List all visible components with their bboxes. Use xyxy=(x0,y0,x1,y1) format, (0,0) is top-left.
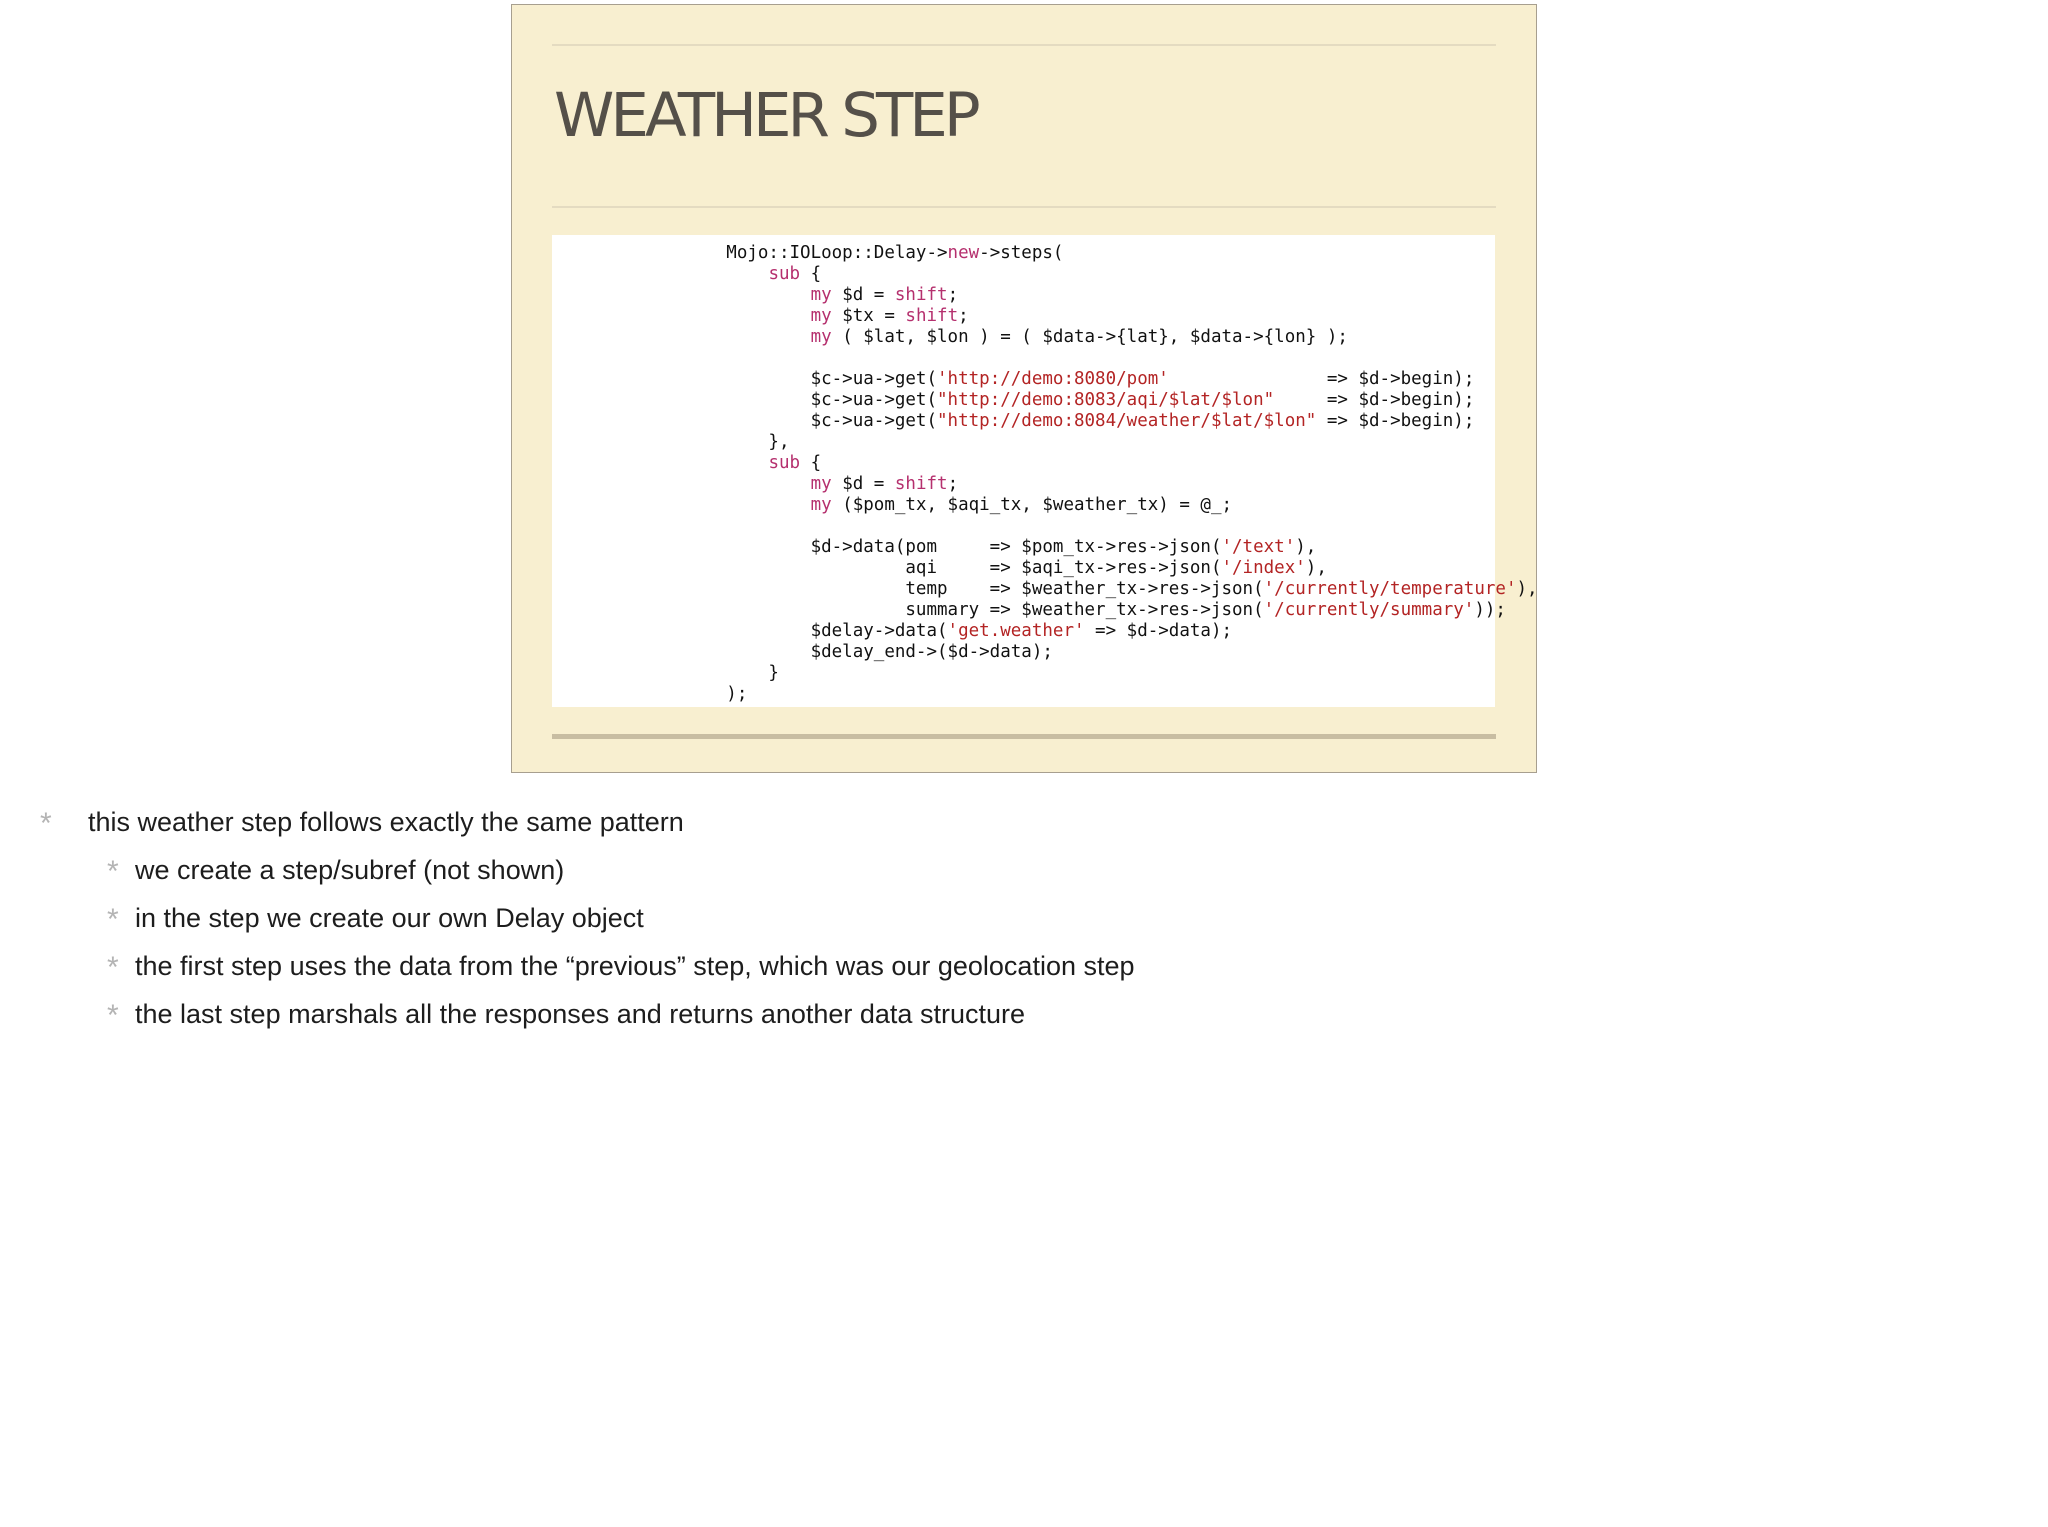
code-text: $c->ua->get( xyxy=(642,411,938,431)
code-text: $tx = xyxy=(831,306,906,326)
bullet-asterisk-icon: * xyxy=(40,807,52,840)
code-keyword: sub xyxy=(768,453,801,473)
code-line xyxy=(642,390,1474,410)
bullet-asterisk-icon: * xyxy=(107,855,119,888)
code-line xyxy=(642,285,958,305)
code-keyword: my xyxy=(810,474,832,494)
code-text: ($pom_tx, $aqi_tx, $weather_tx) = @_; xyxy=(831,495,1233,515)
code-text: => $d->data); xyxy=(1084,621,1233,641)
slide-panel xyxy=(511,4,1537,773)
code-text xyxy=(642,306,811,326)
code-keyword: my xyxy=(810,495,832,515)
slide-title: WEATHER STEP xyxy=(554,80,977,151)
slide-title-rule xyxy=(552,206,1496,208)
code-line xyxy=(642,579,1538,599)
code-text: } xyxy=(642,663,779,683)
code-string: 'http://demo:8080/pom' xyxy=(937,369,1169,389)
code-text: $c->ua->get( xyxy=(642,390,938,410)
code-text: ), xyxy=(1295,537,1317,557)
note-item xyxy=(0,852,1400,900)
code-text: ( $lat, $lon ) = ( $data->{lat}, $data->{lon} ); xyxy=(831,327,1348,347)
note-item xyxy=(0,900,1400,948)
code-line xyxy=(642,642,1053,662)
code-keyword: shift xyxy=(905,306,959,326)
bullet-asterisk-icon: * xyxy=(107,951,119,984)
code-string: '/index' xyxy=(1221,558,1306,578)
code-line xyxy=(642,537,1316,557)
code-text xyxy=(642,327,811,347)
code-text: $delay_end->($d->data); xyxy=(642,642,1053,662)
code-text xyxy=(642,453,768,473)
code-text: ), xyxy=(1516,579,1538,599)
code-line xyxy=(642,474,958,494)
code-text: ->steps( xyxy=(979,243,1064,263)
code-panel xyxy=(552,235,1538,707)
code-text: aqi => $aqi_tx->res->json( xyxy=(642,558,1222,578)
code-text: ), xyxy=(1305,558,1327,578)
code-line xyxy=(642,327,1348,347)
code-text: summary => $weather_tx->res->json( xyxy=(642,600,1264,620)
code-line xyxy=(642,495,1232,515)
code-line xyxy=(642,621,1232,641)
code-keyword: my xyxy=(810,285,832,305)
code-text xyxy=(642,495,811,515)
bullet-asterisk-icon: * xyxy=(107,999,119,1032)
note-text: the first step uses the data from the “previous” step, which was our geolocation step xyxy=(135,951,1135,981)
code-string: '/currently/temperature' xyxy=(1263,579,1517,599)
slide-top-rule xyxy=(552,44,1496,46)
note-text: this weather step follows exactly the same pattern xyxy=(88,807,684,837)
code-text: $delay->data( xyxy=(642,621,948,641)
code-text: $c->ua->get( xyxy=(642,369,938,389)
code-line xyxy=(642,411,1474,431)
code-line xyxy=(642,306,969,326)
code-text: $d = xyxy=(831,474,895,494)
code-text: => $d->begin); xyxy=(1274,390,1475,410)
code-line xyxy=(642,663,779,683)
note-text: the last step marshals all the responses and returns another data structure xyxy=(135,999,1025,1029)
note-item xyxy=(0,996,1400,1044)
code-line xyxy=(642,432,790,452)
code-line xyxy=(642,684,747,704)
code-keyword: my xyxy=(810,327,832,347)
code-line xyxy=(642,369,1474,389)
code-line xyxy=(642,264,821,284)
code-text: ; xyxy=(947,474,959,494)
code-text: ; xyxy=(958,306,969,326)
code-string: "http://demo:8084/weather/$lat/$lon" xyxy=(937,411,1317,431)
code-text xyxy=(642,474,811,494)
code-text xyxy=(642,264,768,284)
code-text: Mojo::IOLoop::Delay-> xyxy=(642,243,948,263)
note-item xyxy=(0,948,1400,996)
code-line xyxy=(642,558,1327,578)
note-text: we create a step/subref (not shown) xyxy=(135,855,565,885)
code-text: $d->data(pom => $pom_tx->res->json( xyxy=(642,537,1222,557)
code-string: '/text' xyxy=(1221,537,1296,557)
code-text: $d = xyxy=(831,285,895,305)
code-text: => $d->begin); xyxy=(1168,369,1475,389)
note-text: in the step we create our own Delay object xyxy=(135,903,644,933)
code-text: ; xyxy=(947,285,959,305)
code-line xyxy=(642,453,821,473)
code-string: 'get.weather' xyxy=(947,621,1085,641)
code-line xyxy=(642,600,1506,620)
code-keyword: shift xyxy=(894,285,948,305)
code-text xyxy=(642,285,811,305)
code-text: temp => $weather_tx->res->json( xyxy=(642,579,1264,599)
code-keyword: my xyxy=(810,306,832,326)
code-string: '/currently/summary' xyxy=(1263,600,1475,620)
code-text: ); xyxy=(642,684,748,704)
code-text: { xyxy=(800,453,822,473)
presenter-notes xyxy=(0,804,1400,1044)
code-string: "http://demo:8083/aqi/$lat/$lon" xyxy=(937,390,1275,410)
code-text: { xyxy=(800,264,822,284)
code-text: }, xyxy=(642,432,790,452)
bullet-asterisk-icon: * xyxy=(107,903,119,936)
code-keyword: new xyxy=(947,243,980,263)
code-line xyxy=(642,243,1063,263)
code-text: => $d->begin); xyxy=(1316,411,1475,431)
code-keyword: sub xyxy=(768,264,801,284)
code-keyword: shift xyxy=(894,474,948,494)
note-item xyxy=(0,804,1400,852)
code-block xyxy=(642,243,1538,705)
slide-bottom-rule xyxy=(552,734,1496,739)
code-text: )); xyxy=(1474,600,1506,620)
